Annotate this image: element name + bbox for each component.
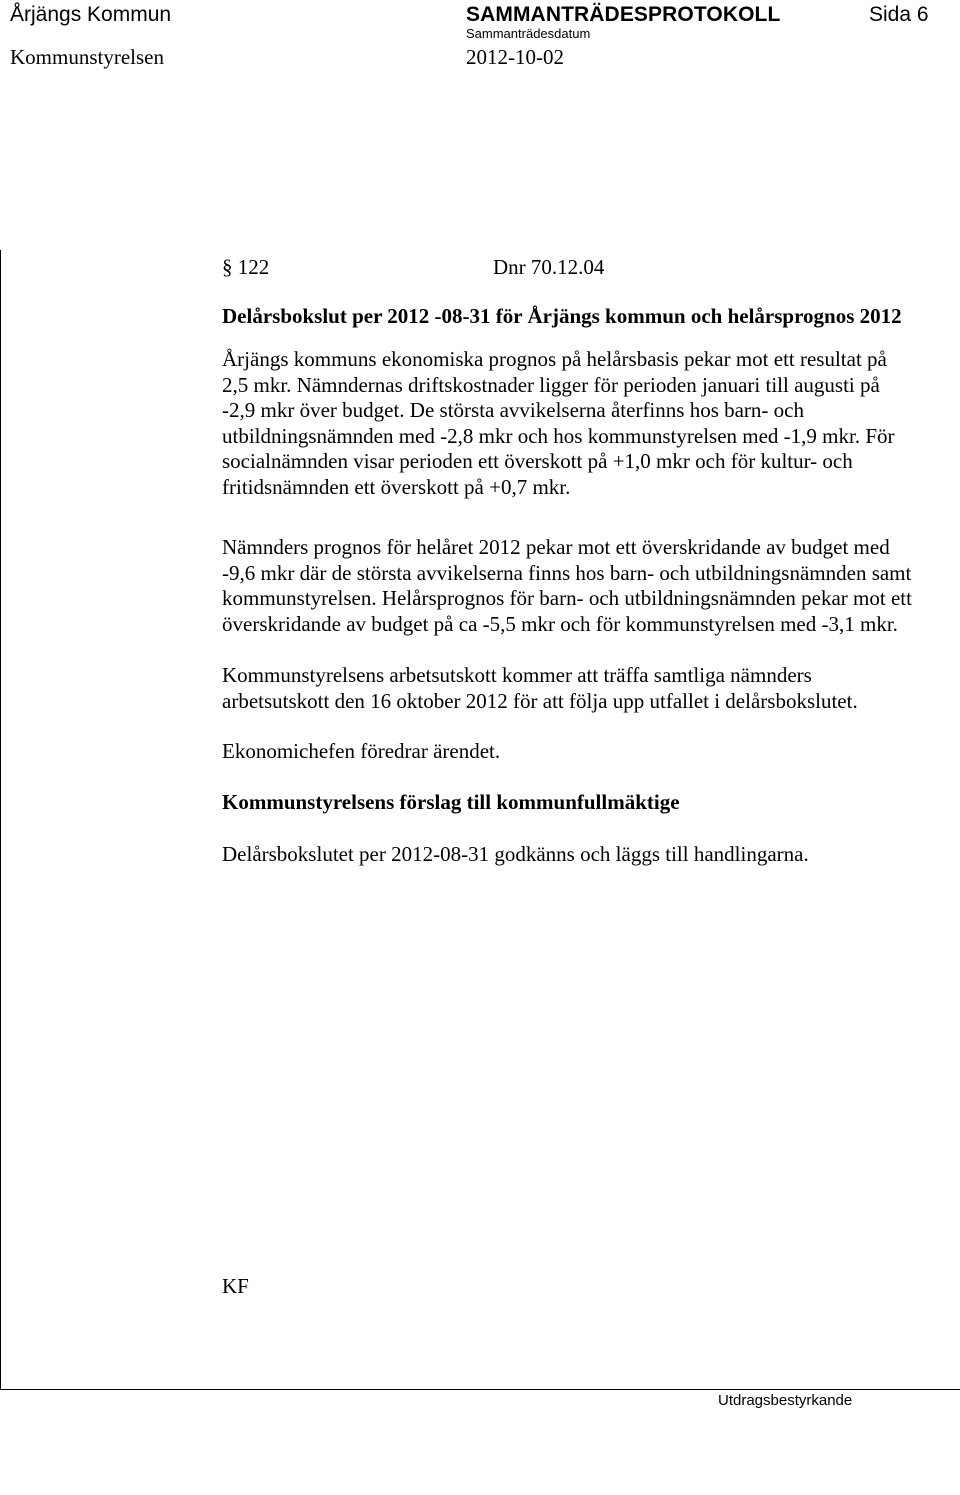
text-line: utbildningsnämnden med -2,8 mkr och hos kommunstyrelsen med -1,9 mkr. För: [222, 423, 895, 448]
text-line: Kommunstyrelsens arbetsutskott kommer att träffa samtliga nämnders: [222, 663, 812, 687]
text-line: överskridande av budget på ca -5,5 mkr och för kommunstyrelsen med -3,1 mkr.: [222, 611, 898, 636]
text-line: fritidsnämnden ett överskott på +0,7 mkr.: [222, 474, 571, 499]
text-line: Nämnders prognos för helåret 2012 pekar mot ett överskridande av budget med: [222, 535, 890, 559]
document-type: SAMMANTRÄDESPROTOKOLL: [466, 3, 781, 26]
text-line: Årjängs kommuns ekonomiska prognos på helårsbasis pekar mot ett resultat på: [222, 347, 887, 371]
section-title: Delårsbokslut per 2012 -08-31 för Årjängs kommun och helårsprognos 2012: [222, 304, 902, 328]
municipality-name: Årjängs Kommun: [10, 3, 172, 26]
meeting-date: 2012-10-02: [466, 45, 564, 69]
page-number: Sida 6: [869, 3, 929, 26]
text-line: arbetsutskott den 16 oktober 2012 för att följa upp utfallet i delårsbokslutet.: [222, 688, 858, 713]
paragraph-number: § 122: [222, 255, 270, 279]
proposal-text: [222, 842, 809, 868]
text-line: Ekonomichefen föredrar ärendet.: [222, 739, 501, 763]
text-line: 2,5 mkr. Nämndernas driftskostnader ligger för perioden januari till augusti på: [222, 372, 880, 397]
text-line: -9,6 mkr där de största avvikelserna finns hos barn- och utbildningsnämnden samt: [222, 560, 912, 585]
body-paragraph: [222, 347, 895, 500]
initials: KF: [222, 1274, 249, 1298]
left-margin-rule: [0, 250, 1, 1389]
board-name: Kommunstyrelsen: [10, 45, 164, 69]
proposal-heading: Kommunstyrelsens förslag till kommunfullmäktige: [222, 790, 680, 814]
bottom-rule: [0, 1389, 960, 1390]
body-paragraph: [222, 535, 912, 637]
diary-number: Dnr 70.12.04: [493, 255, 605, 279]
extract-certification-label: Utdragsbestyrkande: [718, 1392, 853, 1409]
body-paragraph: [222, 663, 858, 714]
meeting-date-label: Sammanträdesdatum: [466, 26, 591, 41]
body-paragraph: [222, 739, 500, 765]
text-line: kommunstyrelsen. Helårsprognos för barn- och utbildningsnämnden pekar mot ett: [222, 586, 912, 610]
text-line: -2,9 mkr över budget. De största avvikelserna återfinns hos barn- och: [222, 398, 804, 422]
text-line: socialnämnden visar perioden ett överskott på +1,0 mkr och för kultur- och: [222, 449, 853, 473]
text-line: Delårsbokslutet per 2012-08-31 godkänns och läggs till handlingarna.: [222, 842, 809, 866]
